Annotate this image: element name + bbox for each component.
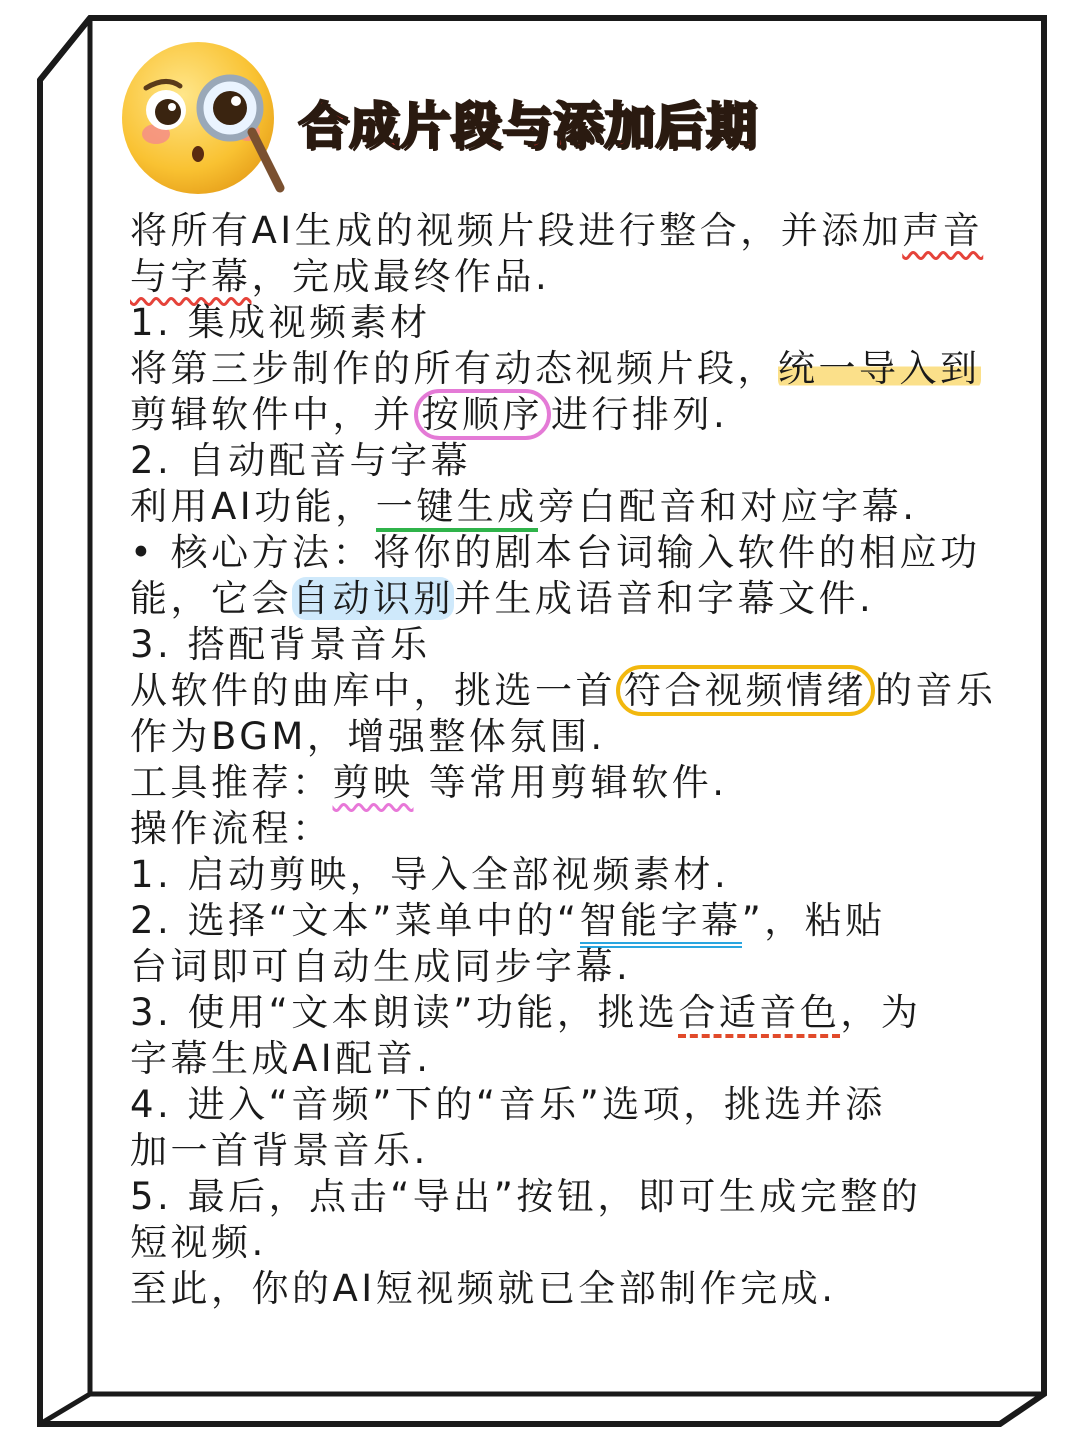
- highlight-order: 按顺序: [414, 389, 552, 440]
- section-2-text-4: 并生成语音和字幕文件.: [454, 577, 875, 620]
- highlight-jianying: 剪映: [332, 761, 414, 804]
- flow-step-5-line-1: 5. 最后，点击“导出”按钮，即可生成完整的: [130, 1175, 922, 1218]
- flow-step-3-line-1: [130, 990, 1020, 1036]
- section-3-text-2: 的音乐: [875, 669, 997, 712]
- section-1-text-3: 进行排列.: [551, 393, 729, 436]
- tool-label: 工具推荐：: [130, 761, 333, 804]
- highlight-auto-recognize: 自动识别: [292, 577, 454, 620]
- section-3-line-1: [130, 668, 1020, 714]
- intro-text-end: ，完成最终作品.: [251, 255, 551, 298]
- section-2-text: 利用AI功能，: [130, 485, 376, 528]
- flow-step-3-line-2: 字幕生成AI配音.: [130, 1037, 432, 1080]
- section-1-text: 将第三步制作的所有动态视频片段，: [130, 347, 778, 390]
- highlight-mood: 符合视频情绪: [616, 665, 875, 716]
- tool-text: 等常用剪辑软件.: [413, 761, 728, 804]
- flow-step-3-text: 3. 使用“文本朗读”功能，挑选: [130, 991, 679, 1034]
- section-1-line-2: [130, 392, 1020, 438]
- flow-step-2-text-2: ”，粘贴: [741, 899, 886, 942]
- flow-step-4-line-2: 加一首背景音乐.: [130, 1129, 429, 1172]
- flow-step-2-line-1: [130, 898, 1020, 944]
- section-3-text: 从软件的曲库中，挑选一首: [130, 669, 616, 712]
- magnifier-emoji-icon: [118, 36, 293, 201]
- section-2-line-3: [130, 576, 1020, 622]
- highlight-one-click: 一键生成: [376, 485, 538, 532]
- tool-recommendation: [130, 760, 1020, 806]
- flow-step-2-text: 2. 选择“文本”菜单中的“: [130, 899, 580, 942]
- flow-step-4-line-1: 4. 进入“音频”下的“音乐”选项，挑选并添: [130, 1083, 886, 1126]
- intro-line-2: [130, 254, 1020, 300]
- flow-step-2-line-2: 台词即可自动生成同步字幕.: [130, 945, 632, 988]
- section-2-text-2: 旁白配音和对应字幕.: [537, 485, 918, 528]
- section-1-title: 1. 集成视频素材: [130, 301, 431, 344]
- highlight-subtitles: 与字幕: [130, 255, 252, 298]
- flow-step-1: 1. 启动剪映，导入全部视频素材.: [130, 853, 730, 896]
- section-3-title: 3. 搭配背景音乐: [130, 623, 431, 666]
- section-1-text-2: 剪辑软件中，并: [130, 393, 414, 436]
- flow-step-3-text-2: ，为: [840, 991, 922, 1034]
- article-body: [130, 208, 1020, 1312]
- flow-step-5-line-2: 短视频.: [130, 1221, 267, 1264]
- highlight-voice: 合适音色: [678, 991, 840, 1038]
- page-title: 合成片段与添加后期: [298, 97, 757, 155]
- flow-title: 操作流程：: [130, 807, 333, 850]
- intro-text: 将所有AI生成的视频片段进行整合，并添加: [130, 209, 903, 252]
- highlight-smart-subtitle: 智能字幕: [580, 899, 742, 948]
- outro: 至此，你的AI短视频就已全部制作完成.: [130, 1267, 837, 1310]
- intro-line-1: [130, 208, 1020, 254]
- section-3-line-2: 作为BGM，增强整体氛围.: [130, 715, 606, 758]
- section-1-line-1: [130, 346, 1020, 392]
- section-2-title: 2. 自动配音与字幕: [130, 439, 472, 482]
- highlight-import: 统一导入到: [778, 347, 981, 390]
- section-2-text-3: 能，它会: [130, 577, 292, 620]
- section-2-bullet: • 核心方法：将你的剧本台词输入软件的相应功: [130, 531, 981, 574]
- section-2-line-1: [130, 484, 1020, 530]
- highlight-sound: 声音: [902, 209, 984, 252]
